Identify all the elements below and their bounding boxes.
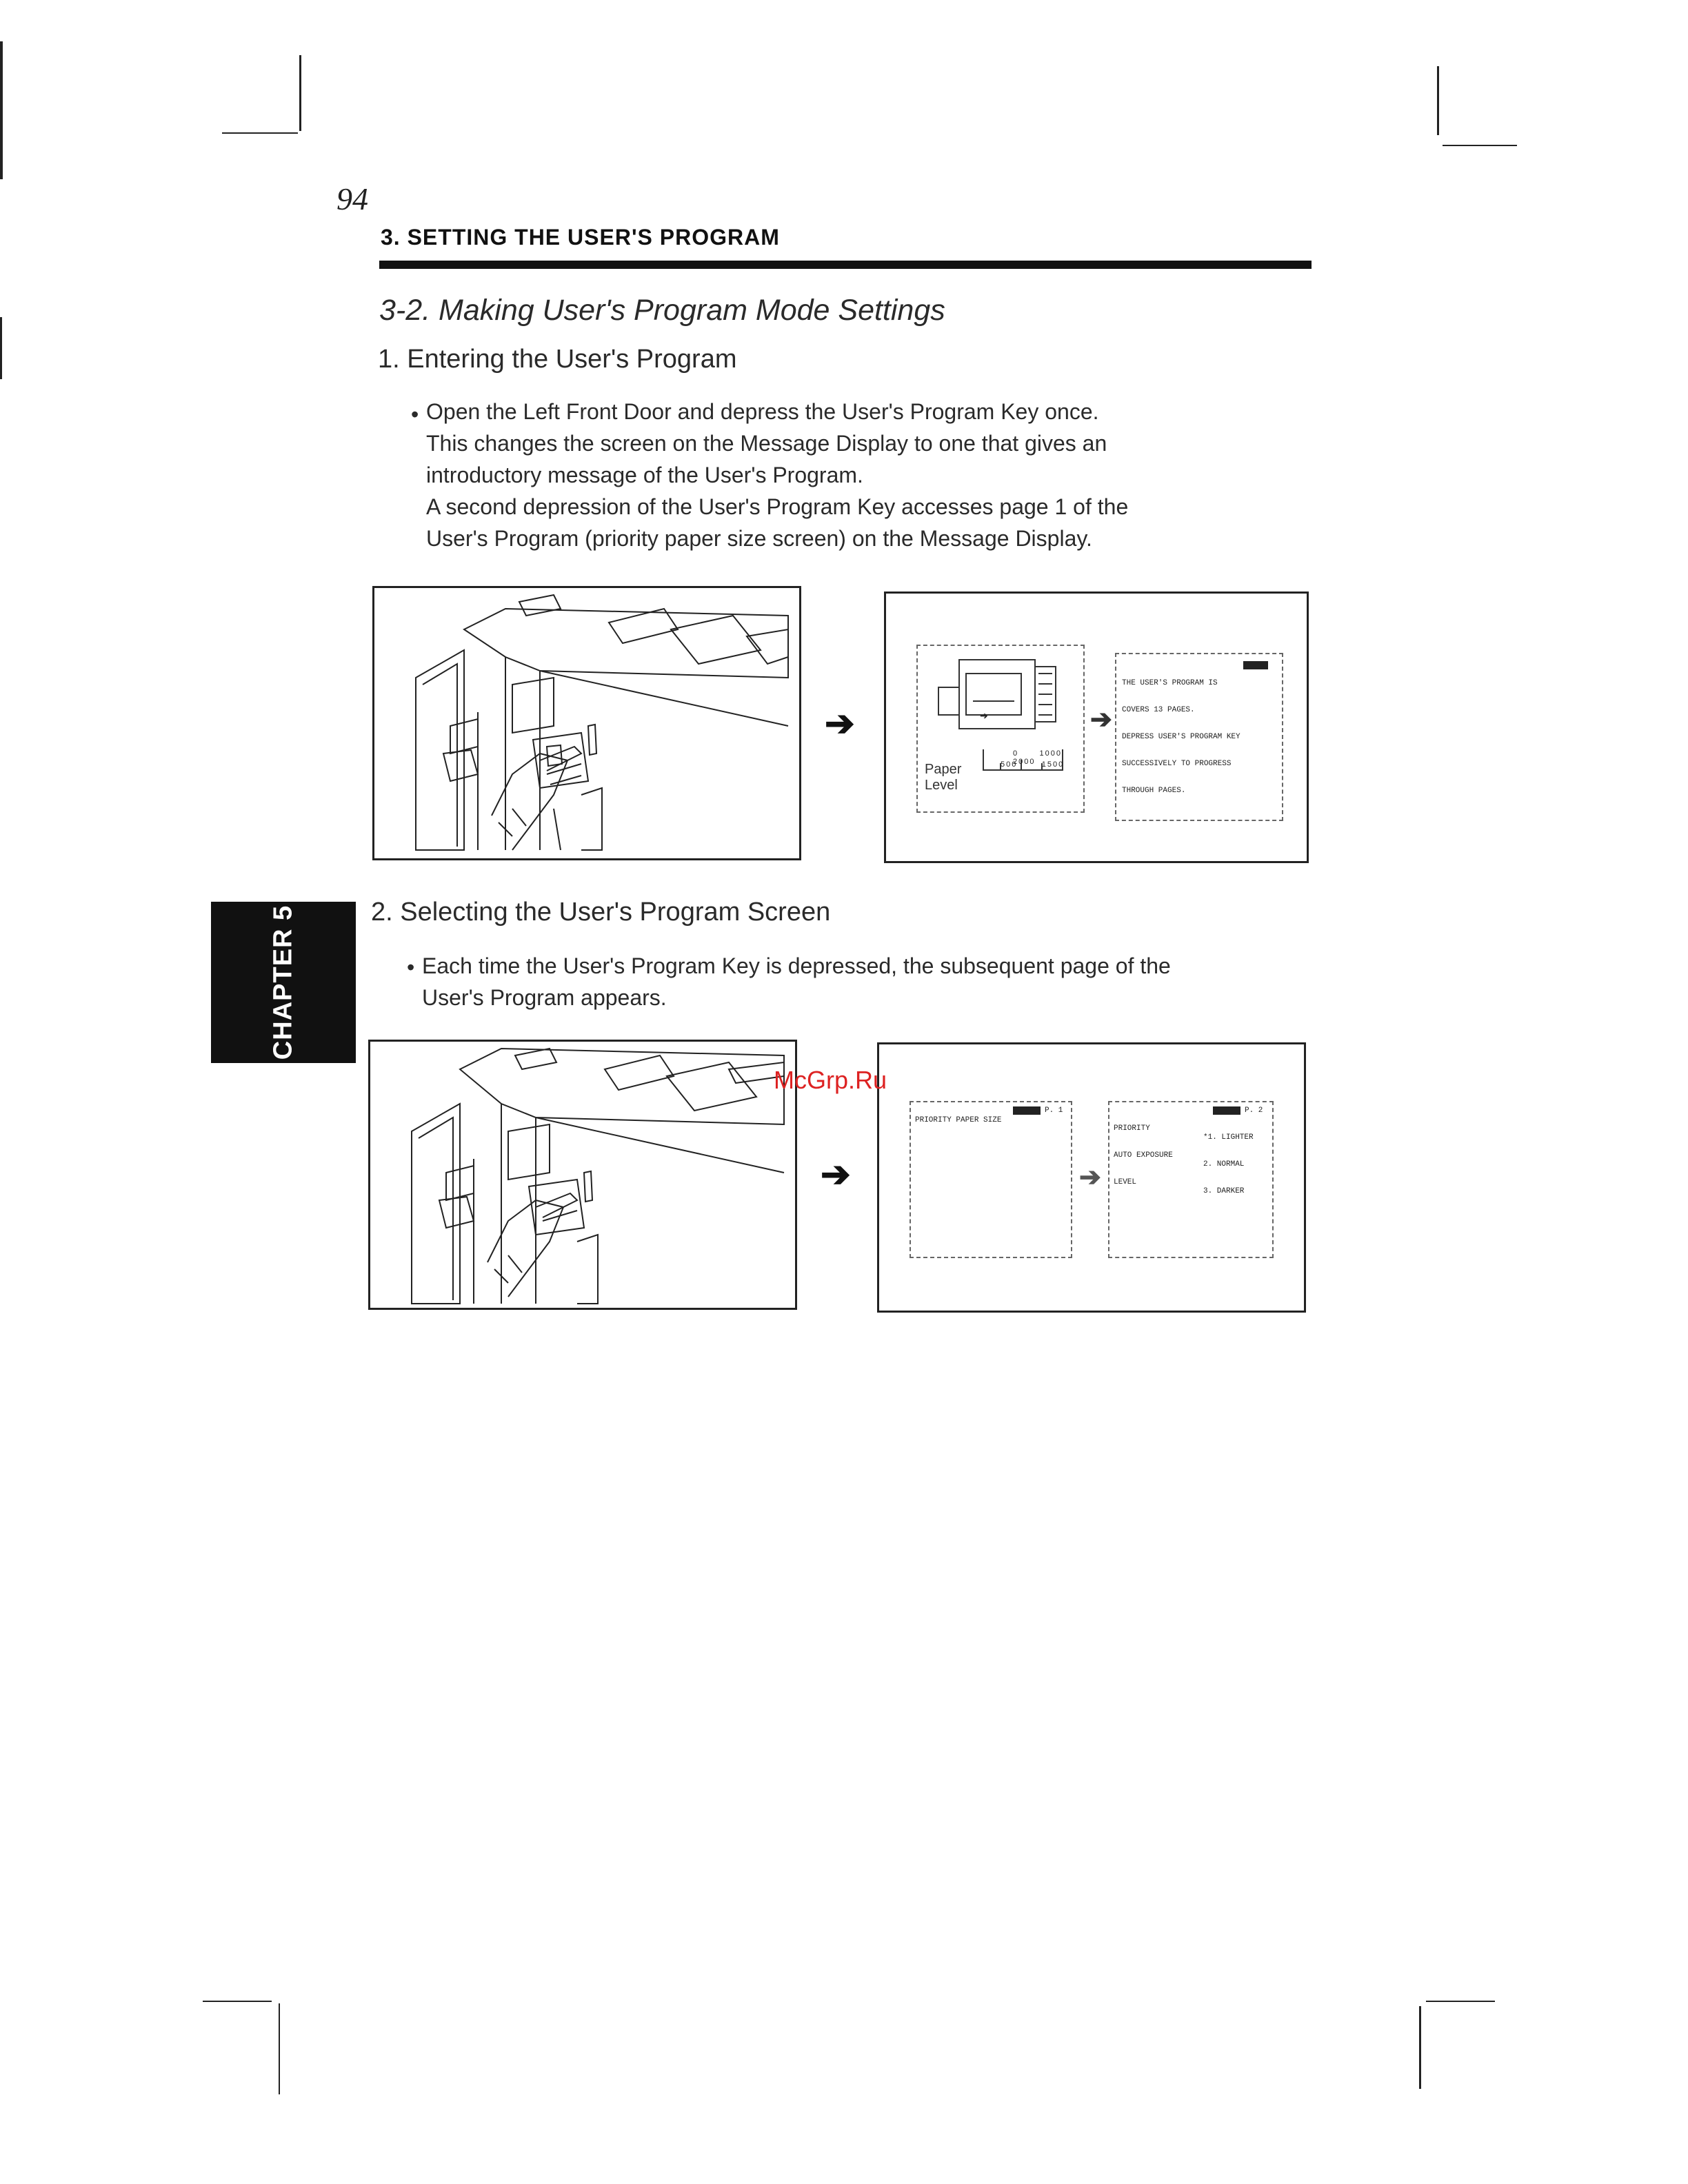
scale-label: 500: [1001, 760, 1018, 769]
crop-mark: [222, 132, 298, 134]
intro-message-text: [1122, 661, 1240, 813]
text-line: A second depression of the User's Program Key accesses page 1 of the: [426, 494, 1129, 519]
display-panels-2: [877, 1042, 1306, 1313]
paper-level-label: [925, 762, 961, 793]
page-number: 94: [336, 181, 368, 216]
step2-bullet: •: [407, 955, 415, 980]
watermark: McGrp.Ru: [774, 1066, 887, 1094]
scale-label: 1500: [1041, 760, 1065, 769]
step2-paragraph: [422, 950, 1171, 1013]
highlight-block: [1013, 1106, 1041, 1115]
lcd-line: SUCCESSIVELY TO PROGRESS: [1122, 760, 1232, 768]
text-line: introductory message of the User's Program.: [426, 463, 863, 487]
lcd-line: 3. DARKER: [1203, 1187, 1245, 1195]
section-header: 3. SETTING THE USER'S PROGRAM: [381, 225, 780, 250]
svg-text:➔: ➔: [980, 710, 988, 721]
lcd-line: 2. NORMAL: [1203, 1160, 1245, 1169]
crop-mark: [1426, 2001, 1495, 2002]
scan-edge: [0, 317, 2, 379]
text-line: This changes the screen on the Message Display to one that gives an: [426, 431, 1107, 456]
step1-paragraph: [426, 396, 1128, 554]
screen1-title: PRIORITY PAPER SIZE: [915, 1116, 1002, 1124]
copier-drawing: [374, 588, 799, 858]
subsection-title: 3-2. Making User's Program Mode Settings: [379, 294, 945, 327]
arrow-icon: ➔: [1079, 1163, 1101, 1192]
lcd-line: AUTO EXPOSURE: [1114, 1151, 1173, 1160]
text-line: Open the Left Front Door and depress the User's Program Key once.: [426, 399, 1099, 424]
lcd-line: PRIORITY: [1114, 1124, 1150, 1133]
copier-illustration-1: [372, 586, 801, 860]
intro-message-screen: [1115, 653, 1283, 821]
arrow-icon: ➔: [825, 704, 855, 744]
crop-mark: [1443, 145, 1517, 146]
lcd-line: THROUGH PAGES.: [1122, 787, 1186, 795]
crop-mark: [203, 2001, 272, 2002]
scale-label: 1000: [1039, 749, 1062, 758]
text-line: User's Program appears.: [422, 985, 667, 1010]
text-line: Each time the User's Program Key is depressed, the subsequent page of the: [422, 953, 1171, 978]
crop-mark: [299, 55, 301, 131]
highlight-block: [1213, 1106, 1240, 1115]
lcd-line: *1. LIGHTER: [1203, 1133, 1254, 1142]
label-line: Level: [925, 778, 958, 793]
header-rule: [379, 261, 1312, 269]
display-panels-1: [884, 592, 1309, 863]
highlight-block: [1243, 661, 1268, 669]
step2-title: 2. Selecting the User's Program Screen: [371, 898, 831, 927]
screen1-page: P. 1: [1045, 1106, 1063, 1115]
paper-level-screen: [916, 645, 1085, 813]
lcd-line: LEVEL: [1114, 1178, 1137, 1186]
crop-mark: [1437, 66, 1439, 135]
screen2-page: P. 2: [1245, 1106, 1263, 1115]
scale-bottom-labels: [1001, 760, 1064, 769]
crop-mark: [1419, 2006, 1421, 2089]
scan-edge: [0, 41, 3, 179]
label-line: Paper: [925, 762, 962, 777]
text-line: User's Program (priority paper size screen) on the Message Display.: [426, 526, 1092, 551]
crop-mark: [279, 2003, 280, 2094]
step1-title: 1. Entering the User's Program: [378, 345, 737, 374]
screen2-labels: [1114, 1106, 1173, 1205]
scale-label: 2000: [1013, 758, 1036, 766]
chapter-tab-label: CHAPTER 5: [268, 904, 298, 1060]
chapter-tab: [211, 902, 356, 1063]
lcd-line: COVERS 13 PAGES.: [1122, 706, 1195, 714]
priority-paper-size-screen: [910, 1101, 1072, 1258]
step1-bullet: •: [411, 402, 419, 427]
arrow-icon: ➔: [1090, 705, 1112, 734]
lcd-line: THE USER'S PROGRAM IS: [1122, 679, 1218, 687]
lcd-line: DEPRESS USER'S PROGRAM KEY: [1122, 733, 1240, 741]
copier-drawing: [370, 1042, 795, 1308]
screen2-options: [1203, 1115, 1254, 1214]
arrow-icon: ➔: [821, 1155, 851, 1195]
copier-illustration-2: [368, 1040, 797, 1310]
auto-exposure-screen: [1108, 1101, 1274, 1258]
scale-label: 0: [1013, 749, 1019, 758]
